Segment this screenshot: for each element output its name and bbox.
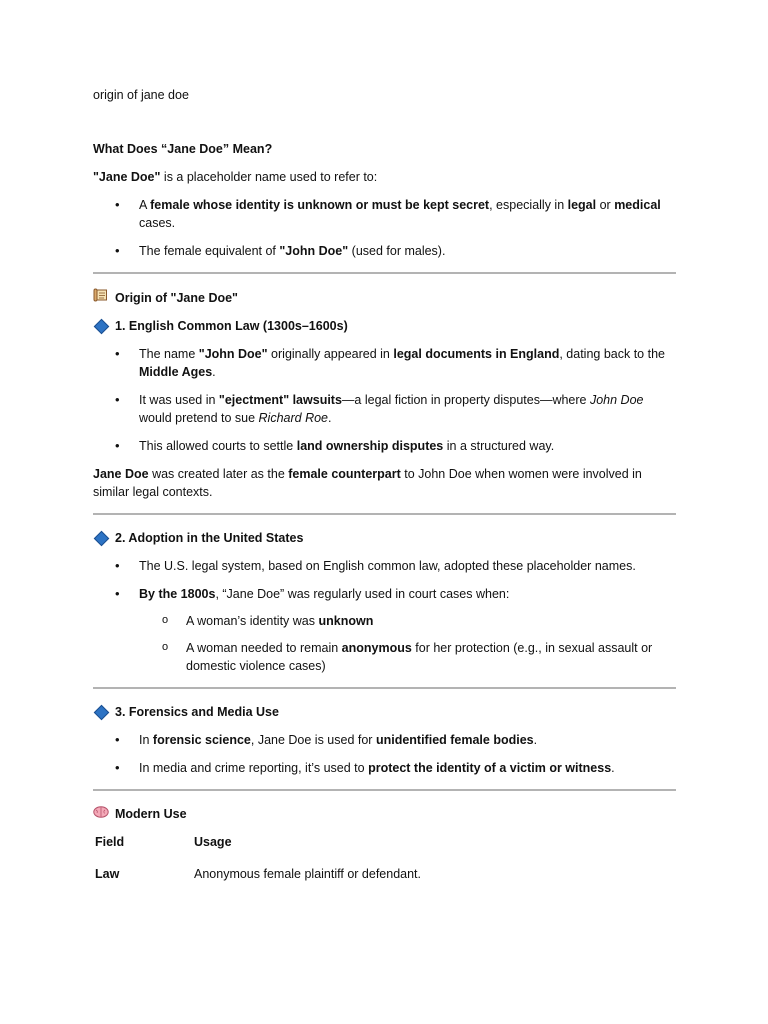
blue-diamond-icon [94,318,110,334]
list-item: • The name "John Doe" originally appeared in legal documents in England, dating back to the Middle Ages. [93,345,676,381]
section-divider [93,687,676,689]
section-divider [93,513,676,515]
list-item: • The U.S. legal system, based on English common law, adopted these placeholder names. [93,557,676,575]
table-header-usage: Usage [194,835,232,849]
document-title: origin of jane doe [93,88,189,102]
section2-list [93,557,676,675]
meaning-heading: What Does “Jane Doe” Mean? [93,142,273,156]
scroll-icon [93,288,109,307]
list-item: • In forensic science, Jane Doe is used for unidentified female bodies. [93,731,676,749]
list-item: • A female whose identity is unknown or must be kept secret, especially in legal or medical cases. [93,196,676,232]
usage-table [93,833,676,883]
brain-icon [93,805,109,823]
meaning-list [93,196,676,260]
section3-list [93,731,676,777]
list-item: • The female equivalent of "John Doe" (used for males). [93,242,676,260]
document-page [93,86,676,883]
list-item: • In media and crime reporting, it’s used to protect the identity of a victim or witness. [93,759,676,777]
section3-heading: 3. Forensics and Media Use [93,703,676,721]
modern-heading: Modern Use [93,805,676,823]
table-cell-usage: Anonymous female plaintiff or defendant. [194,867,421,881]
table-header-field: Field [95,835,125,849]
blue-diamond-icon [94,530,110,546]
list-item: • It was used in "ejectment" lawsuits—a legal fiction in property disputes—where John Doe would pretend to sue Richard Roe. [93,391,676,427]
section-divider [93,272,676,274]
section-divider [93,789,676,791]
origin-heading: Origin of "Jane Doe" [93,288,676,307]
sub-list-item: o A woman needed to remain anonymous for her protection (e.g., in sexual assault or domestic violence cases) [139,639,676,675]
blue-diamond-icon [94,704,110,720]
list-item: • This allowed courts to settle land ownership disputes in a structured way. [93,437,676,455]
sub-list [139,612,676,675]
section1-heading: 1. English Common Law (1300s–1600s) [93,317,676,335]
section1-paragraph: Jane Doe was created later as the female counterpart to John Doe when women were involved in similar legal contexts. [93,467,642,499]
meaning-intro: "Jane Doe" is a placeholder name used to refer to: [93,170,378,184]
section1-list [93,345,676,455]
table-cell-field: Law [95,867,120,881]
list-item: • By the 1800s, “Jane Doe” was regularly used in court cases when: o A woman’s identity was unknown o A woman needed to remain anonymous for her protection (e.g., in sexual assault or domestic violence cases) [93,585,676,675]
sub-list-item: o A woman’s identity was unknown [139,612,676,630]
section2-heading: 2. Adoption in the United States [93,529,676,547]
